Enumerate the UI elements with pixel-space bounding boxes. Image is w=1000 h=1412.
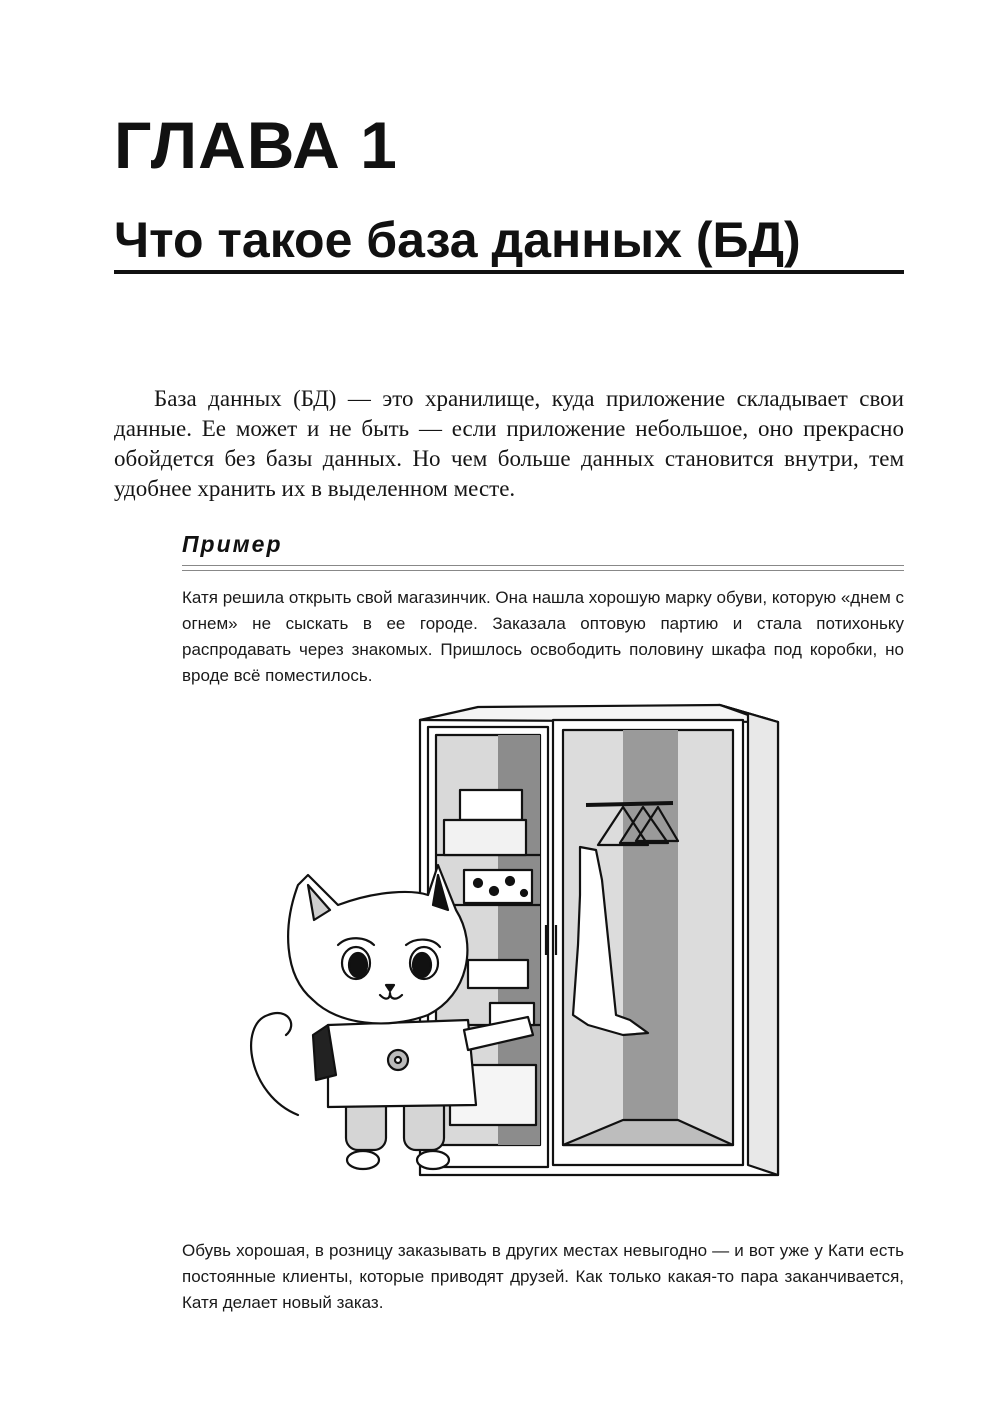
wardrobe-cat-illustration (228, 695, 788, 1185)
example-heading: Пример (182, 531, 283, 557)
title-rule (114, 270, 904, 274)
example-paragraph-1: Катя решила открыть свой магазинчик. Она нашла хорошую марку обуви, которую «днем с огнем» не сыскать в ее городе. Заказала оптовую партию и стала потихоньку распродавать через знакомых. Пришлось освободить половину шкафа под коробки, но вроде всё поместилось. (182, 588, 904, 685)
example-rule (182, 565, 904, 571)
chapter-title: Что такое база данных (БД) (114, 212, 801, 268)
intro-paragraph: База данных (БД) — это хранилище, куда приложение складывает свои данные. Ее может и не быть — если приложение небольшое, оно прекрасно обойдется без базы данных. Но чем больше данных становится внутри, тем удобнее хранить их в выделенном месте. (114, 386, 904, 501)
example-paragraph-2: Обувь хорошая, в розницу заказывать в других местах невыгодно — и вот уже у Кати есть постоянные клиенты, которые приводят друзей. Как только какая-то пара заканчивается, Катя делает новый заказ. (182, 1241, 904, 1312)
chapter-label: ГЛАВА 1 (114, 108, 398, 182)
